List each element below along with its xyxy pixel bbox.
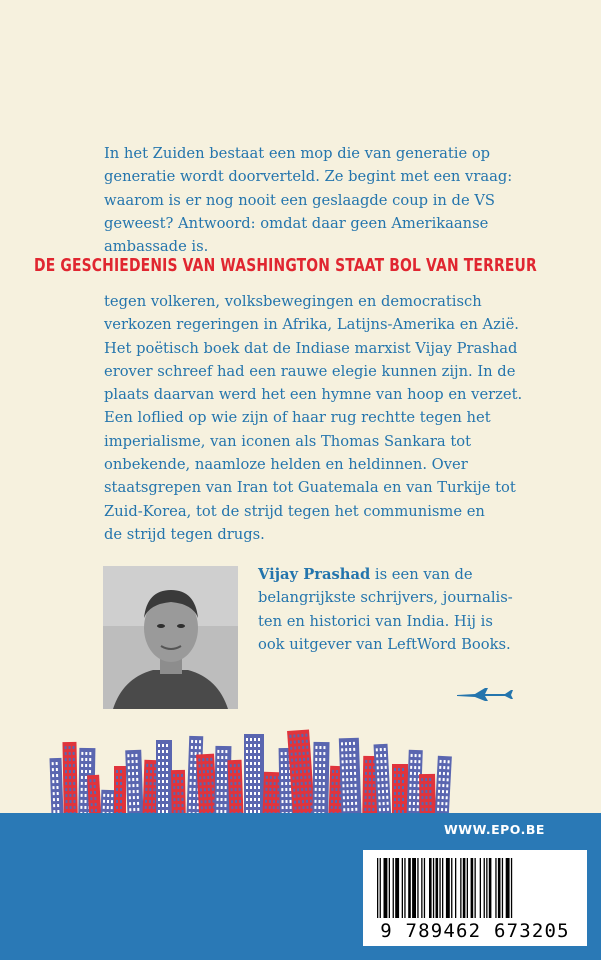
headline: DE GESCHIEDENIS VAN WASHINGTON STAAT BOL VAN TERREUR bbox=[34, 256, 537, 276]
body-line: Zuid-Korea, tot de strijd tegen het communisme en bbox=[104, 502, 485, 520]
body-line: de strijd tegen drugs. bbox=[104, 525, 265, 543]
intro-paragraph bbox=[104, 142, 544, 258]
body-line: tegen volkeren, volksbewegingen en democratisch bbox=[104, 293, 482, 310]
body-line: Het poëtisch boek dat de Indiase marxist Vijay Prashad bbox=[104, 339, 518, 357]
intro-line: ambassade is. bbox=[104, 238, 209, 256]
bio-first-line bbox=[258, 563, 518, 586]
body-line: Een loflied op wie zijn of haar rug rechtte tegen het bbox=[104, 409, 491, 427]
body-line: staatsgrepen van Iran tot Guatemala en van Turkije tot bbox=[104, 479, 516, 497]
barcode-panel bbox=[363, 850, 587, 946]
body-line: imperialisme, van iconen als Thomas Sankara tot bbox=[104, 432, 471, 450]
bio-line: belangrijkste schrijvers, journalis- bbox=[258, 589, 513, 607]
isbn-number: 9 789462 673205 bbox=[380, 920, 570, 942]
intro-line: waarom is er nog nooit een geslaagde coup in de VS bbox=[104, 191, 495, 209]
intro-line: In het Zuiden bestaat een mop die van generatie op bbox=[104, 145, 491, 162]
bio-line: ook uitgever van LeftWord Books. bbox=[258, 635, 511, 653]
body-paragraph bbox=[104, 290, 544, 546]
barcode-icon bbox=[375, 858, 575, 922]
fighter-jet-icon bbox=[455, 684, 515, 704]
body-line: onbekende, naamloze helden en heldinnen. Over bbox=[104, 456, 468, 474]
bio-line: is een van de bbox=[370, 566, 473, 583]
publisher-website: WWW.EPO.BE bbox=[444, 822, 545, 837]
body-line: verkozen regeringen in Afrika, Latijns-Amerika en Azië. bbox=[104, 316, 519, 334]
author-photo bbox=[103, 566, 238, 709]
author-bio bbox=[258, 563, 518, 656]
body-line: erover schreef had een rauwe elegie kunnen zijn. In de bbox=[104, 362, 516, 380]
author-portrait-image bbox=[103, 566, 238, 709]
body-line: plaats daarvan werd het een hymne van hoop en verzet. bbox=[104, 386, 523, 404]
author-name: Vijay Prashad bbox=[258, 566, 371, 583]
bio-line: ten en historici van India. Hij is bbox=[258, 612, 493, 630]
intro-line: geweest? Antwoord: omdat daar geen Amerikaanse bbox=[104, 214, 489, 232]
intro-line: generatie wordt doorverteld. Ze begint met een vraag: bbox=[104, 168, 513, 186]
